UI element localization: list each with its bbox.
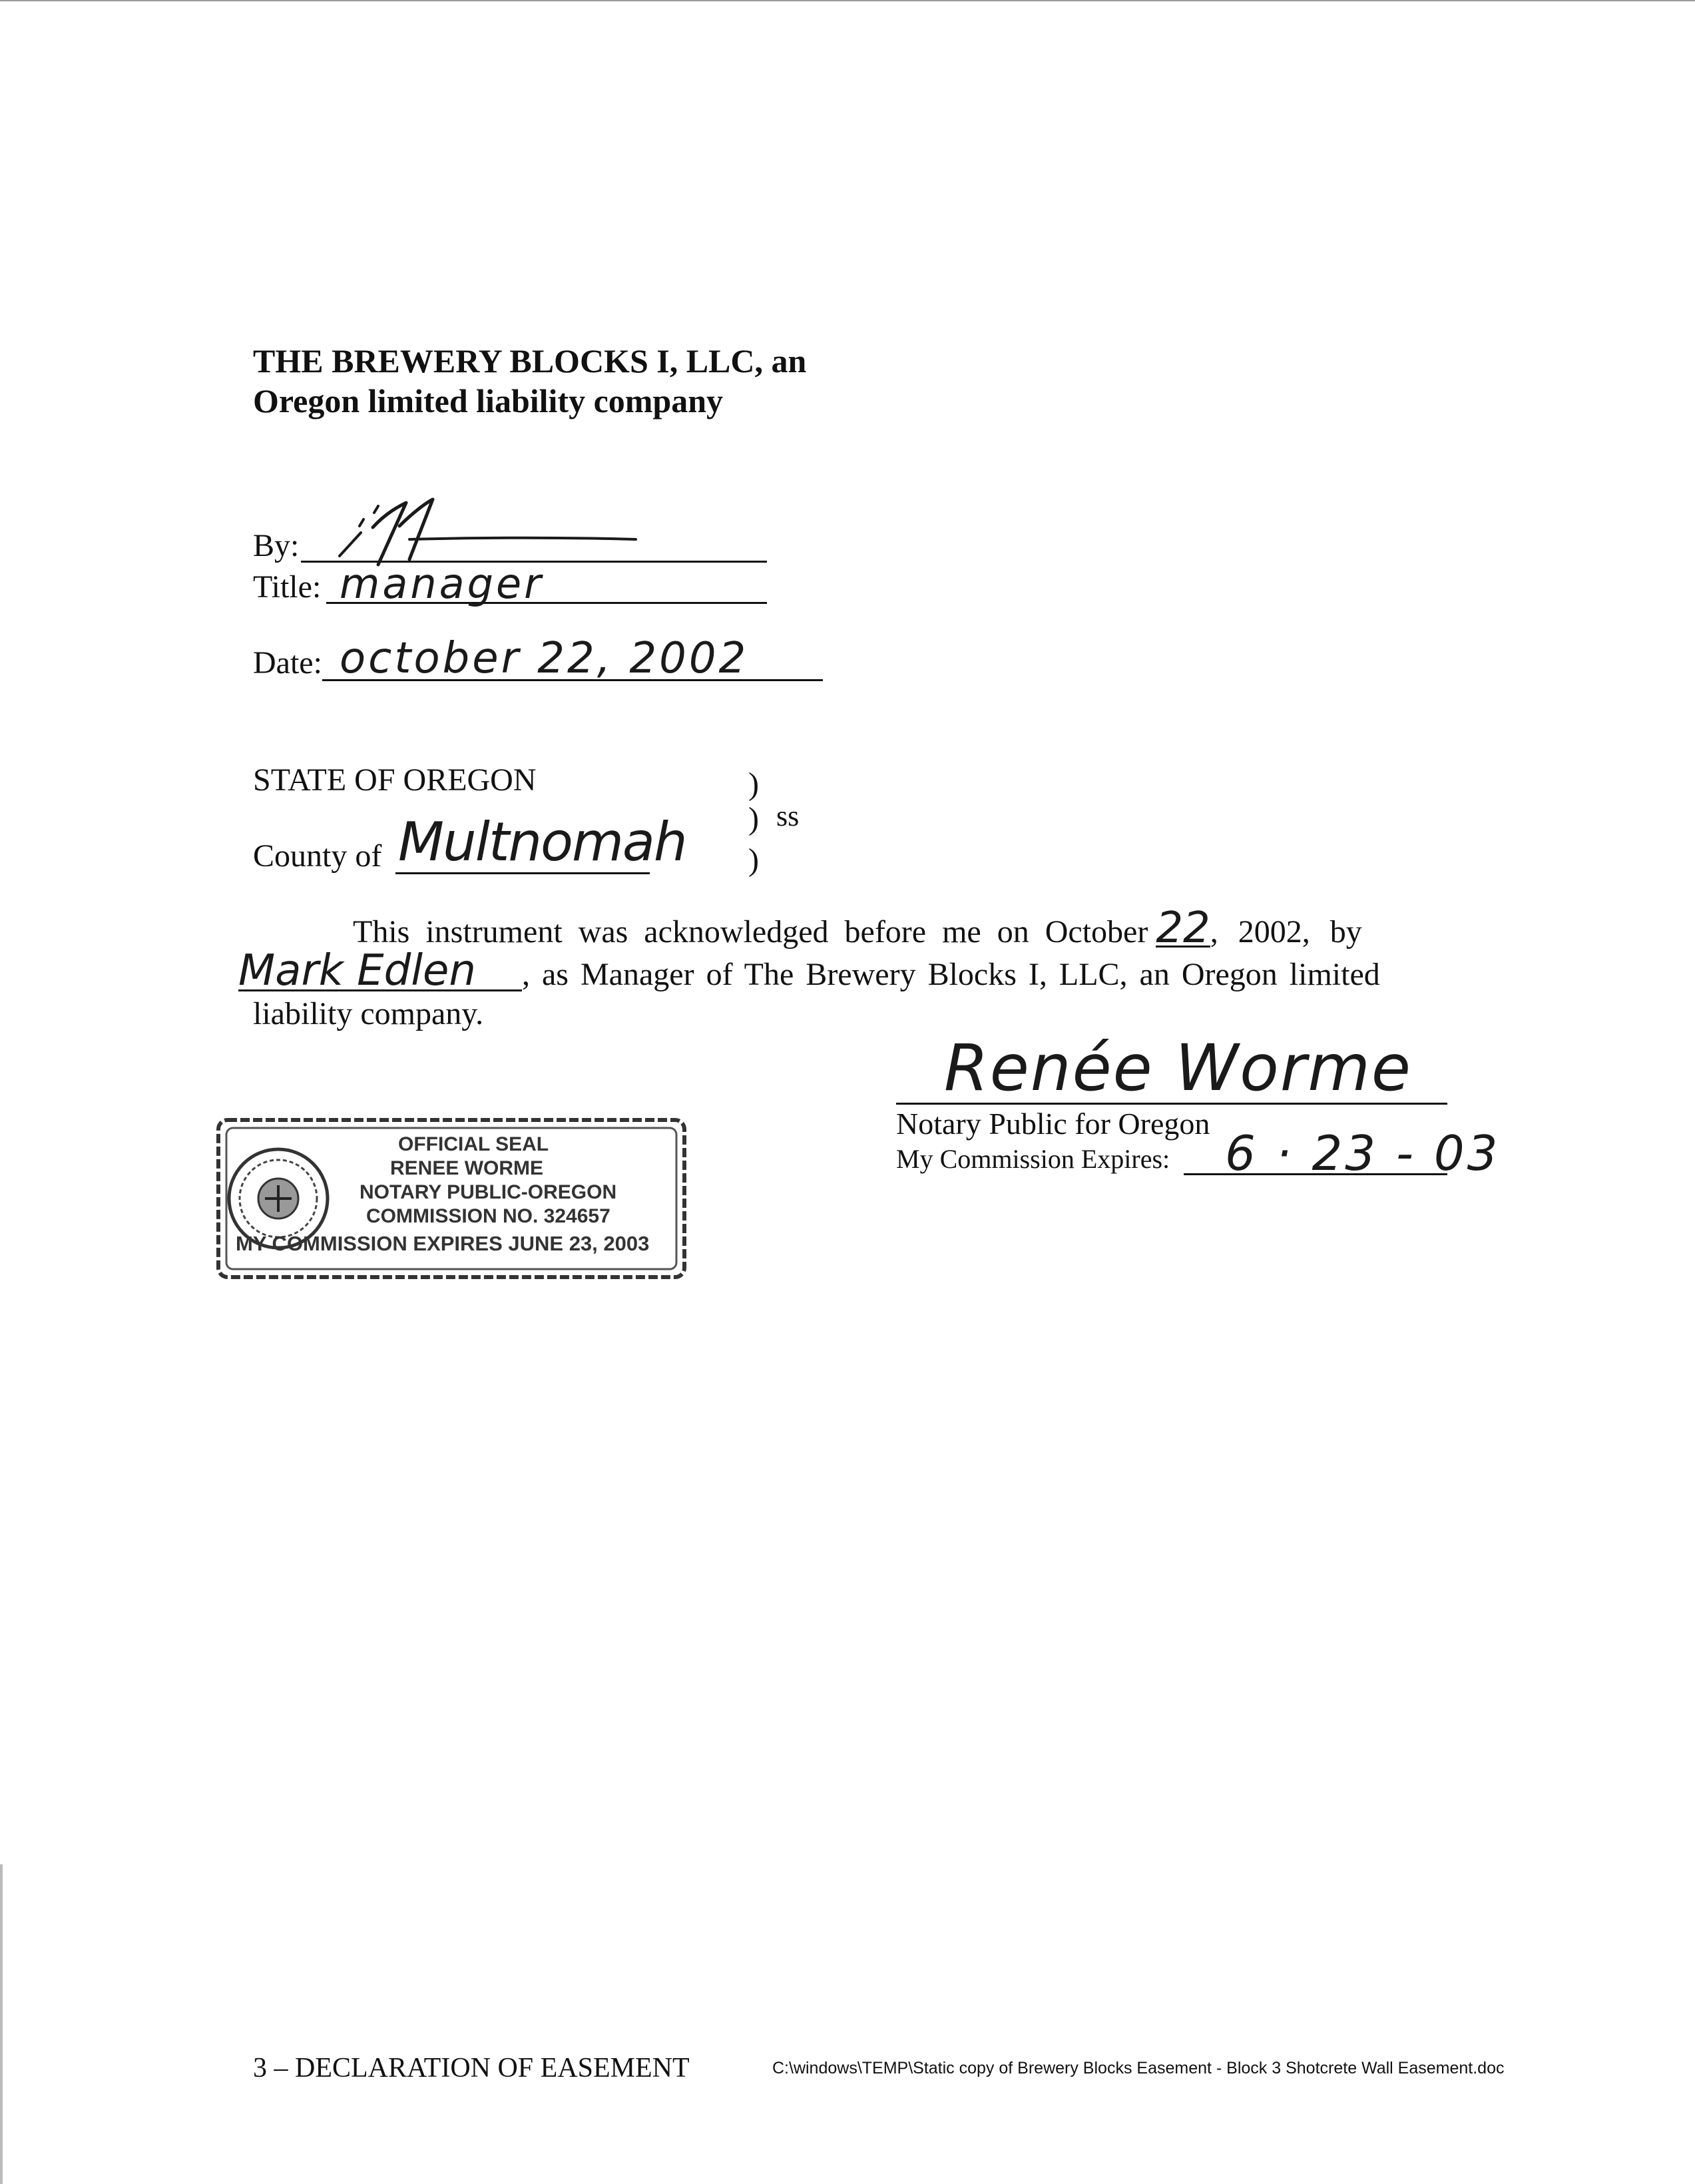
official-seal-stamp [212, 1113, 691, 1284]
acknowledgment-line-3: liability company. [253, 996, 484, 1031]
seal-line-2: RENEE WORME [390, 1157, 544, 1179]
notary-signature: Renée Worme [944, 1031, 1412, 1105]
venue-ss: ss [776, 800, 800, 832]
footer-page-label: 3 – DECLARATION OF EASEMENT [253, 2053, 690, 2083]
seal-line-4: COMMISSION NO. 324657 [366, 1205, 610, 1227]
county-value: Multnomah [398, 811, 686, 873]
seal-line-5: MY COMMISSION EXPIRES JUNE 23, 2003 [236, 1232, 650, 1255]
date-value: october 22, 2002 [340, 634, 749, 683]
date-label: Date: [253, 645, 322, 681]
venue-paren-3: ) [748, 842, 759, 878]
notary-public-label: Notary Public for Oregon [896, 1107, 1210, 1141]
ack-text-1: This instrument was acknowledged before me on October [353, 914, 1148, 950]
left-edge-shadow [0, 1864, 3, 2184]
footer-file-path: C:\windows\TEMP\Static copy of Brewery Blocks Easement - Block 3 Shotcrete Wall Easement.doc [772, 2059, 1505, 2077]
title-label: Title: [253, 569, 322, 605]
company-line-2: Oregon limited liability company [253, 382, 724, 419]
title-value: manager [340, 559, 544, 608]
company-name [253, 341, 806, 421]
commission-expires-label: My Commission Expires: [896, 1144, 1170, 1174]
state-label: STATE OF OREGON [253, 762, 537, 798]
ack-signer: Mark Edlen [238, 952, 522, 991]
commission-expires-value: 6 · 23 - 03 [1225, 1125, 1501, 1181]
venue-paren-1: ) [748, 766, 759, 802]
top-border-line [0, 0, 1695, 1]
ack-text-3: , as Manager of The Brewery Blocks I, LLC, an Oregon limited [522, 957, 1380, 992]
seal-line-3: NOTARY PUBLIC-OREGON [360, 1181, 617, 1203]
venue-paren-2: ) [748, 801, 759, 836]
seal-line-1: OFFICIAL SEAL [398, 1133, 549, 1155]
ack-text-2: , 2002, by [1210, 914, 1362, 950]
ack-day: 22 [1156, 904, 1210, 953]
company-line-1: THE BREWERY BLOCKS I, LLC, an [253, 342, 807, 380]
county-label: County of [253, 838, 382, 874]
acknowledgment-line-2 [238, 946, 1446, 995]
by-label: By: [253, 528, 300, 563]
